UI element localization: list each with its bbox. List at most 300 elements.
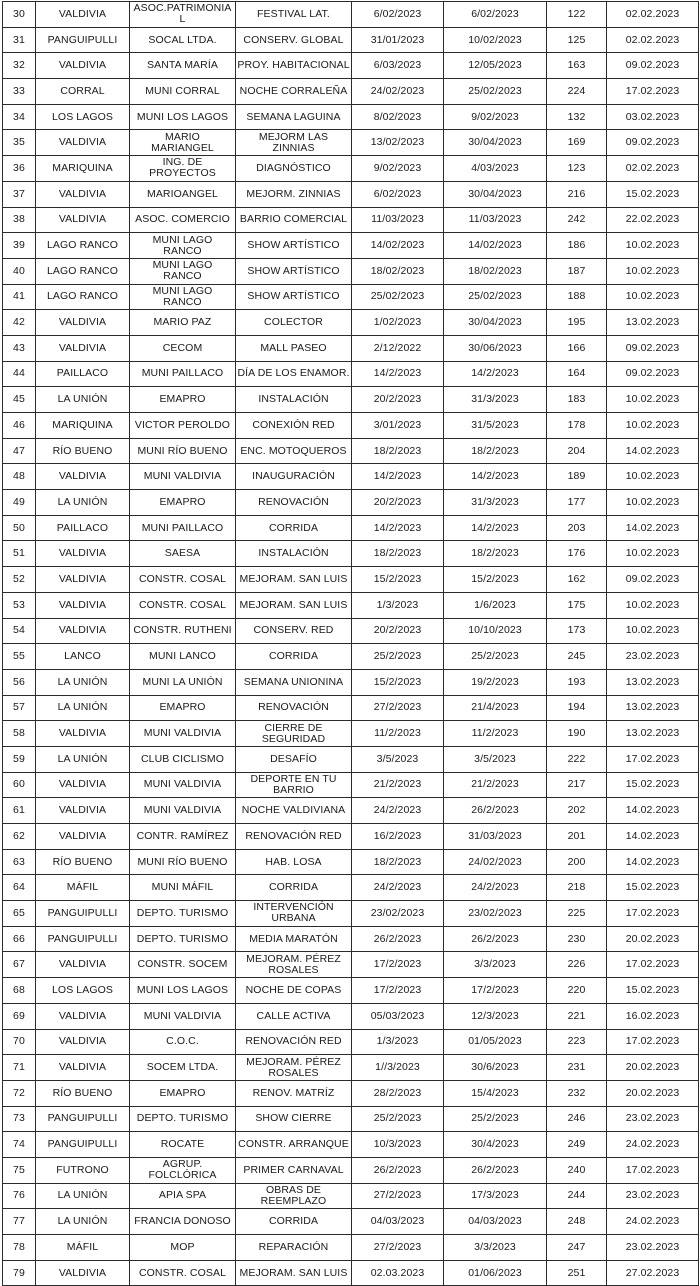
registration-date-cell: 02.02.2023 — [607, 156, 699, 182]
end-date-cell: 04/03/2023 — [444, 1209, 547, 1235]
table-row — [3, 1183, 699, 1209]
row-number-cell: 68 — [3, 978, 36, 1004]
code-cell: 183 — [547, 387, 607, 413]
organization-cell: C.O.C. — [130, 1029, 236, 1055]
activity-cell: RENOVACIÓN — [236, 490, 352, 516]
code-cell: 244 — [547, 1183, 607, 1209]
registration-date-cell: 13.02.2023 — [607, 721, 699, 747]
end-date-cell: 31/03/2023 — [444, 824, 547, 850]
registration-date-cell: 09.02.2023 — [607, 361, 699, 387]
start-date-cell: 11/03/2023 — [352, 207, 444, 233]
end-date-cell: 18/2/2023 — [444, 541, 547, 567]
start-date-cell: 27/2/2023 — [352, 1183, 444, 1209]
table-row — [3, 618, 699, 644]
row-number-cell: 53 — [3, 592, 36, 618]
commune-cell: VALDIVIA — [36, 824, 130, 850]
start-date-cell: 18/2/2023 — [352, 438, 444, 464]
row-number-cell: 63 — [3, 849, 36, 875]
organization-cell: MUNI VALDIVIA — [130, 1003, 236, 1029]
activity-cell: CONSTR. ARRANQUE — [236, 1132, 352, 1158]
registration-date-cell: 09.02.2023 — [607, 53, 699, 79]
commune-cell: VALDIVIA — [36, 181, 130, 207]
end-date-cell: 30/04/2023 — [444, 310, 547, 336]
code-cell: 189 — [547, 464, 607, 490]
registration-date-cell: 23.02.2023 — [607, 644, 699, 670]
code-cell: 200 — [547, 849, 607, 875]
organization-cell: DEPTO. TURISMO — [130, 926, 236, 952]
organization-cell: MOP — [130, 1235, 236, 1261]
row-number-cell: 78 — [3, 1235, 36, 1261]
registration-date-cell: 14.02.2023 — [607, 515, 699, 541]
registration-date-cell: 17.02.2023 — [607, 746, 699, 772]
start-date-cell: 26/2/2023 — [352, 926, 444, 952]
end-date-cell: 12/05/2023 — [444, 53, 547, 79]
start-date-cell: 15/2/2023 — [352, 669, 444, 695]
start-date-cell: 1/3/2023 — [352, 592, 444, 618]
commune-cell: RÍO BUENO — [36, 849, 130, 875]
code-cell: 201 — [547, 824, 607, 850]
end-date-cell: 25/02/2023 — [444, 284, 547, 310]
code-cell: 125 — [547, 27, 607, 53]
row-number-cell: 60 — [3, 772, 36, 798]
commune-cell: VALDIVIA — [36, 1029, 130, 1055]
activity-cell: CONSERV. RED — [236, 618, 352, 644]
commune-cell: PANGUIPULLI — [36, 901, 130, 927]
table-row — [3, 695, 699, 721]
table-row — [3, 1029, 699, 1055]
table-row — [3, 27, 699, 53]
commune-cell: PAILLACO — [36, 361, 130, 387]
commune-cell: VALDIVIA — [36, 2, 130, 28]
row-number-cell: 71 — [3, 1055, 36, 1081]
table-row — [3, 875, 699, 901]
activity-cell: SHOW ARTÍSTICO — [236, 258, 352, 284]
code-cell: 202 — [547, 798, 607, 824]
start-date-cell: 14/2/2023 — [352, 361, 444, 387]
table-row — [3, 233, 699, 259]
row-number-cell: 48 — [3, 464, 36, 490]
start-date-cell: 14/02/2023 — [352, 233, 444, 259]
organization-cell: MUNI LANCO — [130, 644, 236, 670]
commune-cell: LOS LAGOS — [36, 978, 130, 1004]
code-cell: 132 — [547, 104, 607, 130]
row-number-cell: 44 — [3, 361, 36, 387]
activity-cell: MALL PASEO — [236, 335, 352, 361]
code-cell: 221 — [547, 1003, 607, 1029]
organization-cell: EMAPRO — [130, 387, 236, 413]
table-row — [3, 464, 699, 490]
registration-date-cell: 27.02.2023 — [607, 1260, 699, 1286]
registration-date-cell: 14.02.2023 — [607, 798, 699, 824]
table-row — [3, 490, 699, 516]
organization-cell: EMAPRO — [130, 695, 236, 721]
code-cell: 187 — [547, 258, 607, 284]
row-number-cell: 52 — [3, 567, 36, 593]
activity-cell: PRIMER CARNAVAL — [236, 1157, 352, 1183]
end-date-cell: 4/03/2023 — [444, 156, 547, 182]
table-row — [3, 592, 699, 618]
organization-cell: EMAPRO — [130, 1080, 236, 1106]
activity-cell: MEJORM. ZINNIAS — [236, 181, 352, 207]
activity-cell: INTERVENCIÓN URBANA — [236, 901, 352, 927]
organization-cell: MUNI LAGO RANCO — [130, 233, 236, 259]
registration-date-cell: 10.02.2023 — [607, 233, 699, 259]
commune-cell: LAGO RANCO — [36, 258, 130, 284]
code-cell: 123 — [547, 156, 607, 182]
organization-cell: MARIO MARIANGEL — [130, 130, 236, 156]
row-number-cell: 59 — [3, 746, 36, 772]
end-date-cell: 17/2/2023 — [444, 978, 547, 1004]
end-date-cell: 01/05/2023 — [444, 1029, 547, 1055]
end-date-cell: 23/02/2023 — [444, 901, 547, 927]
commune-cell: LA UNIÓN — [36, 746, 130, 772]
activity-cell: BARRIO COMERCIAL — [236, 207, 352, 233]
activity-cell: RENOVACIÓN — [236, 695, 352, 721]
activity-cell: RENOVACIÓN RED — [236, 824, 352, 850]
table-row — [3, 567, 699, 593]
organization-cell: DEPTO. TURISMO — [130, 901, 236, 927]
registration-date-cell: 16.02.2023 — [607, 1003, 699, 1029]
commune-cell: VALDIVIA — [36, 464, 130, 490]
organization-cell: AGRUP. FOLCLÓRICA — [130, 1157, 236, 1183]
row-number-cell: 61 — [3, 798, 36, 824]
table-row — [3, 310, 699, 336]
code-cell: 232 — [547, 1080, 607, 1106]
code-cell: 230 — [547, 926, 607, 952]
start-date-cell: 9/02/2023 — [352, 156, 444, 182]
end-date-cell: 31/3/2023 — [444, 387, 547, 413]
registration-date-cell: 09.02.2023 — [607, 130, 699, 156]
row-number-cell: 55 — [3, 644, 36, 670]
end-date-cell: 21/2/2023 — [444, 772, 547, 798]
row-number-cell: 37 — [3, 181, 36, 207]
row-number-cell: 62 — [3, 824, 36, 850]
table-body — [3, 2, 699, 1286]
start-date-cell: 24/2/2023 — [352, 798, 444, 824]
start-date-cell: 21/2/2023 — [352, 772, 444, 798]
organization-cell: MUNI VALDIVIA — [130, 721, 236, 747]
row-number-cell: 35 — [3, 130, 36, 156]
activity-cell: CORRIDA — [236, 644, 352, 670]
code-cell: 178 — [547, 413, 607, 439]
registration-date-cell: 13.02.2023 — [607, 310, 699, 336]
row-number-cell: 76 — [3, 1183, 36, 1209]
end-date-cell: 31/5/2023 — [444, 413, 547, 439]
commune-cell: MARIQUINA — [36, 156, 130, 182]
start-date-cell: 17/2/2023 — [352, 952, 444, 978]
organization-cell: CONSTR. COSAL — [130, 1260, 236, 1286]
commune-cell: VALDIVIA — [36, 618, 130, 644]
organization-cell: DEPTO. TURISMO — [130, 1106, 236, 1132]
end-date-cell: 24/2/2023 — [444, 875, 547, 901]
start-date-cell: 31/01/2023 — [352, 27, 444, 53]
start-date-cell: 27/2/2023 — [352, 695, 444, 721]
commune-cell: PANGUIPULLI — [36, 1132, 130, 1158]
row-number-cell: 33 — [3, 79, 36, 105]
table-row — [3, 181, 699, 207]
end-date-cell: 26/2/2023 — [444, 926, 547, 952]
row-number-cell: 47 — [3, 438, 36, 464]
start-date-cell: 14/2/2023 — [352, 464, 444, 490]
commune-cell: VALDIVIA — [36, 541, 130, 567]
registration-date-cell: 24.02.2023 — [607, 1132, 699, 1158]
table-row — [3, 901, 699, 927]
end-date-cell: 3/3/2023 — [444, 952, 547, 978]
end-date-cell: 10/02/2023 — [444, 27, 547, 53]
code-cell: 177 — [547, 490, 607, 516]
table-row — [3, 541, 699, 567]
table-row — [3, 1003, 699, 1029]
table-row — [3, 978, 699, 1004]
commune-cell: VALDIVIA — [36, 1055, 130, 1081]
registration-date-cell: 10.02.2023 — [607, 413, 699, 439]
activity-cell: DIAGNÓSTICO — [236, 156, 352, 182]
activity-cell: NOCHE DE COPAS — [236, 978, 352, 1004]
code-cell: 249 — [547, 1132, 607, 1158]
commune-cell: LA UNIÓN — [36, 669, 130, 695]
end-date-cell: 1/6/2023 — [444, 592, 547, 618]
end-date-cell: 17/3/2023 — [444, 1183, 547, 1209]
table-row — [3, 1260, 699, 1286]
activity-cell: RENOV. MATRÍZ — [236, 1080, 352, 1106]
commune-cell: PAILLACO — [36, 515, 130, 541]
organization-cell: MARIOANGEL — [130, 181, 236, 207]
activity-cell: SHOW ARTÍSTICO — [236, 233, 352, 259]
table-row — [3, 1157, 699, 1183]
end-date-cell: 24/02/2023 — [444, 849, 547, 875]
code-cell: 176 — [547, 541, 607, 567]
organization-cell: CONSTR. RUTHENI — [130, 618, 236, 644]
start-date-cell: 6/03/2023 — [352, 53, 444, 79]
organization-cell: CLUB CICLISMO — [130, 746, 236, 772]
start-date-cell: 27/2/2023 — [352, 1235, 444, 1261]
registration-date-cell: 23.02.2023 — [607, 1183, 699, 1209]
start-date-cell: 1//3/2023 — [352, 1055, 444, 1081]
start-date-cell: 05/03/2023 — [352, 1003, 444, 1029]
end-date-cell: 15/2/2023 — [444, 567, 547, 593]
organization-cell: MUNI PAILLACO — [130, 361, 236, 387]
registration-date-cell: 10.02.2023 — [607, 618, 699, 644]
code-cell: 216 — [547, 181, 607, 207]
activity-cell: NOCHE CORRALEÑA — [236, 79, 352, 105]
table-row — [3, 1055, 699, 1081]
commune-cell: VALDIVIA — [36, 952, 130, 978]
activity-cell: INAUGURACIÓN — [236, 464, 352, 490]
code-cell: 223 — [547, 1029, 607, 1055]
end-date-cell: 25/2/2023 — [444, 1106, 547, 1132]
commune-cell: VALDIVIA — [36, 567, 130, 593]
end-date-cell: 12/3/2023 — [444, 1003, 547, 1029]
code-cell: 169 — [547, 130, 607, 156]
organization-cell: APIA SPA — [130, 1183, 236, 1209]
commune-cell: LA UNIÓN — [36, 1183, 130, 1209]
commune-cell: PANGUIPULLI — [36, 1106, 130, 1132]
activity-cell: MEJORAM. PÉREZ ROSALES — [236, 1055, 352, 1081]
commune-cell: VALDIVIA — [36, 207, 130, 233]
code-cell: 194 — [547, 695, 607, 721]
row-number-cell: 58 — [3, 721, 36, 747]
table-row — [3, 515, 699, 541]
organization-cell: SOCAL LTDA. — [130, 27, 236, 53]
code-cell: 245 — [547, 644, 607, 670]
start-date-cell: 18/2/2023 — [352, 849, 444, 875]
end-date-cell: 30/06/2023 — [444, 335, 547, 361]
commune-cell: CORRAL — [36, 79, 130, 105]
table-row — [3, 798, 699, 824]
row-number-cell: 43 — [3, 335, 36, 361]
end-date-cell: 15/4/2023 — [444, 1080, 547, 1106]
activity-cell: OBRAS DE REEMPLAZO — [236, 1183, 352, 1209]
registration-date-cell: 17.02.2023 — [607, 79, 699, 105]
organization-cell: MUNI CORRAL — [130, 79, 236, 105]
organization-cell: VICTOR PEROLDO — [130, 413, 236, 439]
row-number-cell: 30 — [3, 2, 36, 28]
code-cell: 225 — [547, 901, 607, 927]
start-date-cell: 6/02/2023 — [352, 2, 444, 28]
organization-cell: MUNI VALDIVIA — [130, 464, 236, 490]
row-number-cell: 50 — [3, 515, 36, 541]
start-date-cell: 11/2/2023 — [352, 721, 444, 747]
organization-cell: MUNI LAGO RANCO — [130, 258, 236, 284]
commune-cell: LANCO — [36, 644, 130, 670]
organization-cell: MUNI LAGO RANCO — [130, 284, 236, 310]
table-row — [3, 284, 699, 310]
commune-cell: MARIQUINA — [36, 413, 130, 439]
start-date-cell: 18/02/2023 — [352, 258, 444, 284]
organization-cell: EMAPRO — [130, 490, 236, 516]
commune-cell: RÍO BUENO — [36, 1080, 130, 1106]
organization-cell: MUNI RÍO BUENO — [130, 849, 236, 875]
organization-cell: SANTA MARÍA — [130, 53, 236, 79]
row-number-cell: 66 — [3, 926, 36, 952]
activity-cell: CORRIDA — [236, 515, 352, 541]
table-row — [3, 926, 699, 952]
start-date-cell: 2/12/2022 — [352, 335, 444, 361]
start-date-cell: 8/02/2023 — [352, 104, 444, 130]
activity-cell: SHOW CIERRE — [236, 1106, 352, 1132]
code-cell: 173 — [547, 618, 607, 644]
row-number-cell: 31 — [3, 27, 36, 53]
organization-cell: MUNI LA UNIÓN — [130, 669, 236, 695]
registration-date-cell: 10.02.2023 — [607, 258, 699, 284]
organization-cell: CONSTR. COSAL — [130, 567, 236, 593]
row-number-cell: 65 — [3, 901, 36, 927]
activity-cell: INSTALACIÓN — [236, 541, 352, 567]
start-date-cell: 1/3/2023 — [352, 1029, 444, 1055]
commune-cell: LA UNIÓN — [36, 695, 130, 721]
code-cell: 218 — [547, 875, 607, 901]
organization-cell: MUNI LOS LAGOS — [130, 104, 236, 130]
row-number-cell: 54 — [3, 618, 36, 644]
registration-date-cell: 14.02.2023 — [607, 849, 699, 875]
registration-date-cell: 10.02.2023 — [607, 490, 699, 516]
activity-cell: ENC. MOTOQUEROS — [236, 438, 352, 464]
commune-cell: RÍO BUENO — [36, 438, 130, 464]
end-date-cell: 30/04/2023 — [444, 130, 547, 156]
start-date-cell: 10/3/2023 — [352, 1132, 444, 1158]
activity-cell: SEMANA LAGUINA — [236, 104, 352, 130]
registration-date-cell: 20.02.2023 — [607, 926, 699, 952]
table-row — [3, 669, 699, 695]
end-date-cell: 30/4/2023 — [444, 1132, 547, 1158]
table-row — [3, 413, 699, 439]
end-date-cell: 18/02/2023 — [444, 258, 547, 284]
registration-date-cell: 10.02.2023 — [607, 592, 699, 618]
organization-cell: FRANCIA DONOSO — [130, 1209, 236, 1235]
row-number-cell: 32 — [3, 53, 36, 79]
end-date-cell: 3/3/2023 — [444, 1235, 547, 1261]
registration-date-cell: 17.02.2023 — [607, 1029, 699, 1055]
end-date-cell: 11/03/2023 — [444, 207, 547, 233]
commune-cell: VALDIVIA — [36, 772, 130, 798]
registration-date-cell: 17.02.2023 — [607, 901, 699, 927]
table-row — [3, 361, 699, 387]
table-row — [3, 438, 699, 464]
registration-date-cell: 23.02.2023 — [607, 1106, 699, 1132]
activity-cell: DESAFÍO — [236, 746, 352, 772]
organization-cell: MUNI PAILLACO — [130, 515, 236, 541]
commune-cell: VALDIVIA — [36, 1003, 130, 1029]
activity-cell: MEJORAM. SAN LUIS — [236, 592, 352, 618]
row-number-cell: 39 — [3, 233, 36, 259]
start-date-cell: 28/2/2023 — [352, 1080, 444, 1106]
registration-date-cell: 23.02.2023 — [607, 1235, 699, 1261]
commune-cell: MÁFIL — [36, 875, 130, 901]
registration-date-cell: 10.02.2023 — [607, 387, 699, 413]
start-date-cell: 14/2/2023 — [352, 515, 444, 541]
table-row — [3, 207, 699, 233]
organization-cell: CONSTR. SOCEM — [130, 952, 236, 978]
activity-cell: MEJORAM. SAN LUIS — [236, 1260, 352, 1286]
organization-cell: ASOC. COMERCIO — [130, 207, 236, 233]
organization-cell: MUNI RÍO BUENO — [130, 438, 236, 464]
registration-date-cell: 20.02.2023 — [607, 1055, 699, 1081]
row-number-cell: 72 — [3, 1080, 36, 1106]
commune-cell: LA UNIÓN — [36, 1209, 130, 1235]
row-number-cell: 73 — [3, 1106, 36, 1132]
registration-date-cell: 17.02.2023 — [607, 952, 699, 978]
activity-cell: CONSERV. GLOBAL — [236, 27, 352, 53]
end-date-cell: 11/2/2023 — [444, 721, 547, 747]
registration-date-cell: 14.02.2023 — [607, 438, 699, 464]
table-row — [3, 849, 699, 875]
code-cell: 217 — [547, 772, 607, 798]
end-date-cell: 9/02/2023 — [444, 104, 547, 130]
activity-cell: SHOW ARTÍSTICO — [236, 284, 352, 310]
registration-date-cell: 15.02.2023 — [607, 978, 699, 1004]
registration-date-cell: 03.02.2023 — [607, 104, 699, 130]
start-date-cell: 6/02/2023 — [352, 181, 444, 207]
commune-cell: VALDIVIA — [36, 721, 130, 747]
commune-cell: VALDIVIA — [36, 798, 130, 824]
organization-cell: MUNI MÁFIL — [130, 875, 236, 901]
end-date-cell: 25/02/2023 — [444, 79, 547, 105]
commune-cell: MÁFIL — [36, 1235, 130, 1261]
activity-cell: SEMANA UNIONINA — [236, 669, 352, 695]
activity-cell: DEPORTE EN TU BARRIO — [236, 772, 352, 798]
registration-date-cell: 20.02.2023 — [607, 1080, 699, 1106]
registration-date-cell: 13.02.2023 — [607, 669, 699, 695]
start-date-cell: 24/2/2023 — [352, 875, 444, 901]
row-number-cell: 42 — [3, 310, 36, 336]
organization-cell: MUNI VALDIVIA — [130, 772, 236, 798]
commune-cell: PANGUIPULLI — [36, 27, 130, 53]
table-row — [3, 258, 699, 284]
end-date-cell: 18/2/2023 — [444, 438, 547, 464]
end-date-cell: 14/2/2023 — [444, 515, 547, 541]
code-cell: 226 — [547, 952, 607, 978]
row-number-cell: 70 — [3, 1029, 36, 1055]
